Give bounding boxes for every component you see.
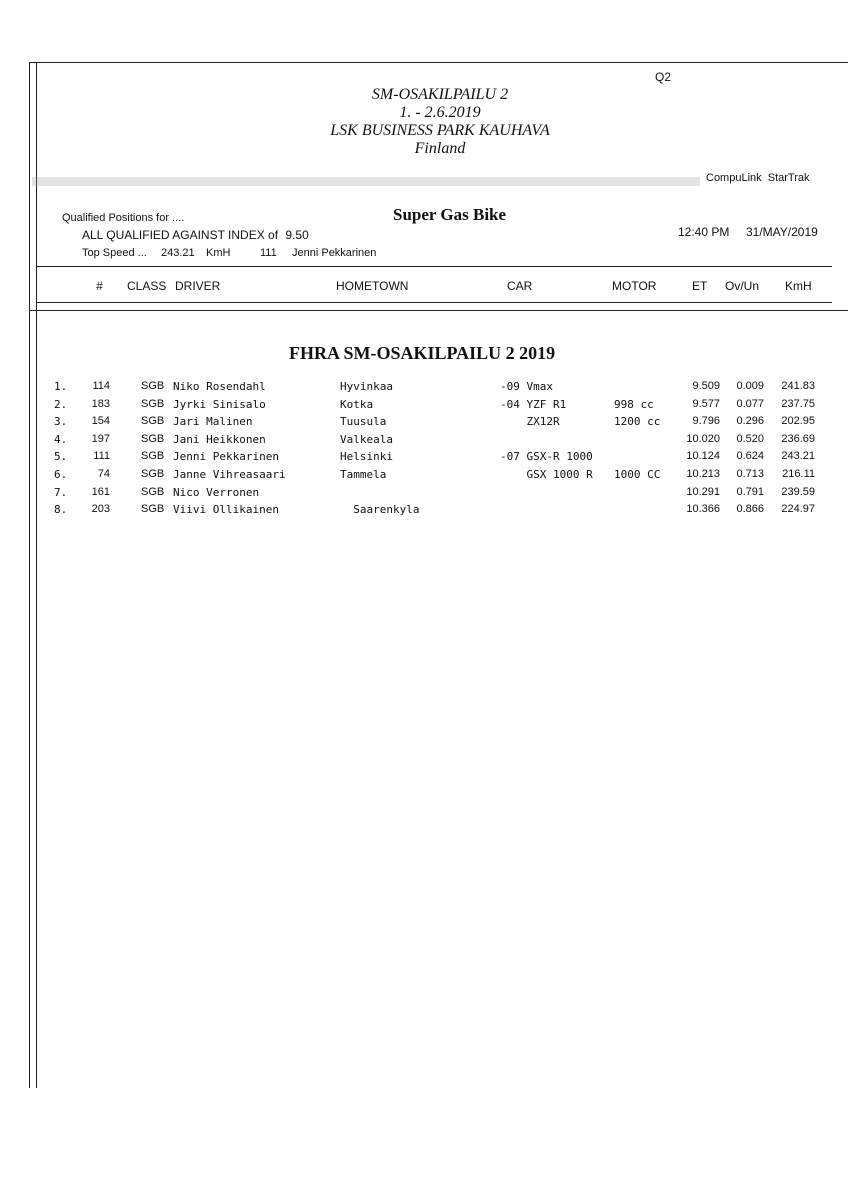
cell-ovun: 0.624: [736, 450, 764, 463]
cell-num: 111: [93, 450, 110, 463]
cell-ovun: 0.791: [736, 485, 764, 498]
top-speed-value: 243.21: [161, 247, 195, 259]
cell-kmh: 237.75: [781, 397, 815, 410]
cell-hometown: Kotka: [340, 397, 374, 411]
event-dates: 1. - 2.6.2019: [399, 104, 481, 121]
cell-ovun: 0.713: [736, 468, 764, 480]
cell-et: 10.020: [686, 432, 720, 445]
cell-kmh: 216.11: [782, 468, 815, 480]
cell-driver: Jari Malinen: [173, 415, 253, 429]
cell-ovun: 0.077: [736, 397, 764, 410]
cell-kmh: 241.83: [781, 380, 815, 392]
cell-kmh: 239.59: [781, 485, 815, 498]
cell-motor: 998 cc: [614, 397, 654, 411]
col-num: #: [96, 279, 103, 293]
result-row: [0, 380, 848, 397]
cell-class: SGB: [141, 432, 165, 445]
col-motor: MOTOR: [612, 279, 657, 293]
cell-num: 74: [97, 468, 110, 480]
cell-class: SGB: [141, 468, 165, 480]
cell-class: SGB: [141, 485, 165, 498]
cell-driver: Viivi Ollikainen: [173, 503, 279, 517]
result-row: [0, 468, 848, 485]
col-hometown: HOMETOWN: [336, 279, 409, 293]
cell-num: 183: [91, 397, 110, 410]
result-row: [0, 415, 848, 432]
result-row: [0, 450, 848, 467]
top-speed-label: Top Speed ...: [82, 247, 147, 259]
top-speed-number: 111: [260, 247, 277, 259]
cell-kmh: 202.95: [781, 415, 815, 428]
cell-class: SGB: [141, 380, 165, 392]
cell-pos: 7.: [54, 485, 68, 499]
cell-pos: 1.: [54, 380, 68, 393]
cell-et: 10.366: [686, 503, 720, 516]
col-et: ET: [692, 279, 708, 293]
cell-num: 161: [91, 485, 110, 498]
event-header: [0, 86, 848, 158]
cell-et: 9.509: [692, 380, 720, 392]
cell-et: 10.124: [686, 450, 720, 463]
cell-hometown: Hyvinkaa: [340, 380, 393, 393]
cell-kmh: 243.21: [781, 450, 815, 463]
cell-car: -07 GSX-R 1000: [500, 450, 593, 464]
cell-num: 203: [91, 503, 110, 516]
date-stamp: 31/MAY/2019: [746, 225, 818, 239]
column-header-row: [0, 279, 848, 295]
brand-label: CompuLink StarTrak: [706, 172, 810, 184]
left-border-outer: [29, 62, 30, 1088]
col-kmh: KmH: [785, 279, 812, 293]
cell-class: SGB: [141, 450, 165, 463]
cell-pos: 5.: [54, 450, 68, 464]
result-row: [0, 486, 848, 503]
sheet-code: Q2: [655, 70, 672, 84]
cell-hometown: Helsinki: [340, 450, 393, 464]
cell-hometown: Valkeala: [340, 432, 393, 446]
divider-2b: [29, 310, 848, 311]
cell-et: 10.291: [686, 485, 720, 498]
cell-pos: 6.: [54, 468, 68, 481]
index-line: [82, 228, 309, 242]
cell-car: ZX12R: [500, 415, 560, 429]
cell-kmh: 224.97: [781, 503, 815, 516]
result-row: [0, 503, 848, 520]
cell-driver: Jenni Pekkarinen: [173, 450, 279, 464]
dotted-separator: [32, 177, 700, 186]
cell-driver: Nico Verronen: [173, 485, 260, 499]
event-venue: LSK BUSINESS PARK KAUHAVA: [330, 122, 550, 139]
cell-car: -04 YZF R1: [500, 397, 567, 411]
cell-car: -09 Vmax: [500, 380, 553, 393]
race-title: FHRA SM-OSAKILPAILU 2 2019: [289, 343, 556, 363]
cell-driver: Jani Heikkonen: [173, 432, 266, 446]
cell-car: GSX 1000 R: [500, 468, 593, 481]
cell-class: SGB: [141, 503, 165, 516]
col-class: CLASS: [127, 279, 167, 293]
col-driver: DRIVER: [175, 279, 221, 293]
cell-class: SGB: [141, 397, 165, 410]
left-border-inner: [36, 62, 37, 1088]
cell-pos: 8.: [54, 503, 68, 517]
cell-et: 10.213: [686, 468, 720, 480]
result-row: [0, 433, 848, 450]
event-title: SM-OSAKILPAILU 2: [371, 86, 509, 103]
cell-pos: 4.: [54, 432, 68, 446]
cell-et: 9.796: [692, 415, 720, 428]
cell-driver: Jyrki Sinisalo: [173, 397, 266, 411]
time-stamp: 12:40 PM: [678, 225, 730, 239]
result-row: [0, 398, 848, 415]
cell-pos: 3.: [54, 415, 68, 429]
cell-ovun: 0.009: [736, 380, 764, 392]
cell-ovun: 0.520: [736, 432, 764, 445]
cell-hometown: Tuusula: [340, 415, 387, 429]
top-border: [29, 62, 848, 63]
divider-2a: [36, 302, 832, 303]
cell-ovun: 0.296: [736, 415, 764, 428]
cell-driver: Niko Rosendahl: [173, 380, 266, 393]
cell-class: SGB: [141, 415, 165, 428]
event-country: Finland: [414, 140, 466, 157]
col-ovun: Ov/Un: [725, 279, 760, 293]
cell-hometown: Saarenkyla: [340, 503, 420, 517]
col-car: CAR: [507, 279, 533, 293]
cell-driver: Janne Vihreasaari: [173, 468, 286, 481]
cell-ovun: 0.866: [736, 503, 764, 516]
index-value: 9.50: [285, 228, 309, 242]
cell-motor: 1000 CC: [614, 468, 661, 481]
index-label: ALL QUALIFIED AGAINST INDEX of: [82, 228, 279, 242]
top-speed-unit: KmH: [206, 247, 231, 259]
cell-num: 197: [91, 432, 110, 445]
qualified-label: Qualified Positions for ....: [62, 212, 185, 224]
cell-et: 9.577: [692, 397, 720, 410]
cell-motor: 1200 cc: [614, 415, 661, 429]
top-speed-driver: Jenni Pekkarinen: [292, 247, 377, 259]
cell-kmh: 236.69: [781, 432, 815, 445]
cell-num: 154: [91, 415, 110, 428]
class-title: Super Gas Bike: [393, 205, 507, 224]
divider-1: [36, 266, 832, 267]
cell-pos: 2.: [54, 397, 68, 411]
cell-num: 114: [92, 380, 110, 392]
cell-hometown: Tammela: [340, 468, 387, 481]
